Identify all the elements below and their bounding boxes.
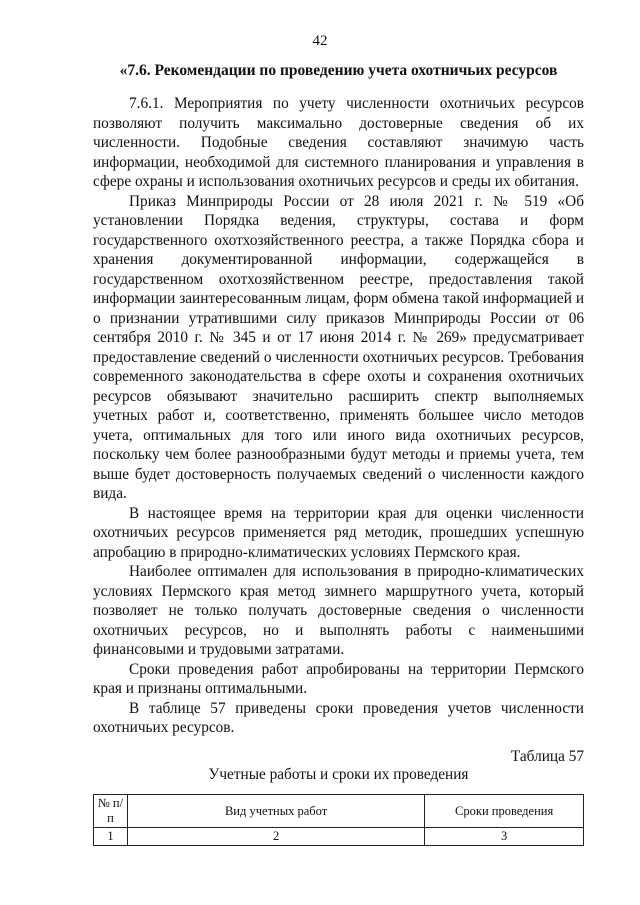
schedule-table [93, 794, 584, 846]
table-caption: Таблица 57 [510, 748, 584, 765]
table-header-cell: Вид учетных работ [127, 795, 424, 828]
page-number: 42 [312, 33, 328, 49]
paragraph: 7.6.1. Мероприятия по учету численности охотничьих ресурсов позволяют получить максимально достоверные сведения об их численности. Подобные сведения составляют значимую часть информации, необходимой для системного планирования и управления в сфере охраны и использования охотничьих ресурсов и среды их обитания. [93, 95, 584, 190]
paragraph: Наиболее оптимален для использования в природно-климатических условиях Пермского края метод зимнего маршрутного учета, который позволяет не только получать достоверные сведения о численности охотничьих ресурсов, но и выполнять работы с наименьшими финансовыми и трудовыми затратами. [93, 563, 584, 658]
table-cell: 1 [94, 828, 128, 846]
paragraph: Сроки проведения работ апробированы на территории Пермского края и признаны оптимальными. [93, 660, 584, 697]
table-cell: 2 [127, 828, 424, 846]
table-title: Учетные работы и сроки их проведения [208, 766, 469, 783]
table-cell: 3 [425, 828, 584, 846]
section-heading: «7.6. Рекомендации по проведению учета охотничьих ресурсов [119, 62, 558, 79]
table-header-cell: Сроки проведения [425, 795, 584, 828]
paragraph: В настоящее время на территории края для оценки численности охотничьих ресурсов применяется ряд методик, прошедших успешную апробацию в природно-климатических условиях Пермского края. [93, 504, 584, 561]
table-row [94, 828, 584, 846]
paragraph: Приказ Минприроды России от 28 июля 2021 г. № 519 «Об установлении Порядка ведения, структуры, состава и форм государственного охотхозяйственного реестра, а также Порядка сбора и хранения документированной информации, содержащейся в государственном охотхозяйственном реестре, предоставления такой информации заинтересованным лицам, форм обмена такой информацией и о признании утратившими силу приказов Минприроды России от 06 сентября 2010 г. № 345 и от 17 июня 2014 г. № 269» предусматривает предоставление сведений о численности охотничьих ресурсов. Требования современного законодательства в сфере охоты и сохранения охотничьих ресурсов обязывают значительно расширить спектр выполняемых учетных работ и, соответственно, применять большее число методов учета, оптимальных для того или иного вида охотничьих ресурсов, поскольку чем более разнообразными будут методы и приемы учета, тем выше будет достоверность получаемых сведений о численности каждого вида. [93, 192, 584, 502]
table-header-cell: № п/п [94, 795, 128, 828]
document-body [93, 94, 584, 738]
table-header-row [94, 795, 584, 828]
paragraph: В таблице 57 приведены сроки проведения учетов численности охотничьих ресурсов. [93, 699, 584, 736]
